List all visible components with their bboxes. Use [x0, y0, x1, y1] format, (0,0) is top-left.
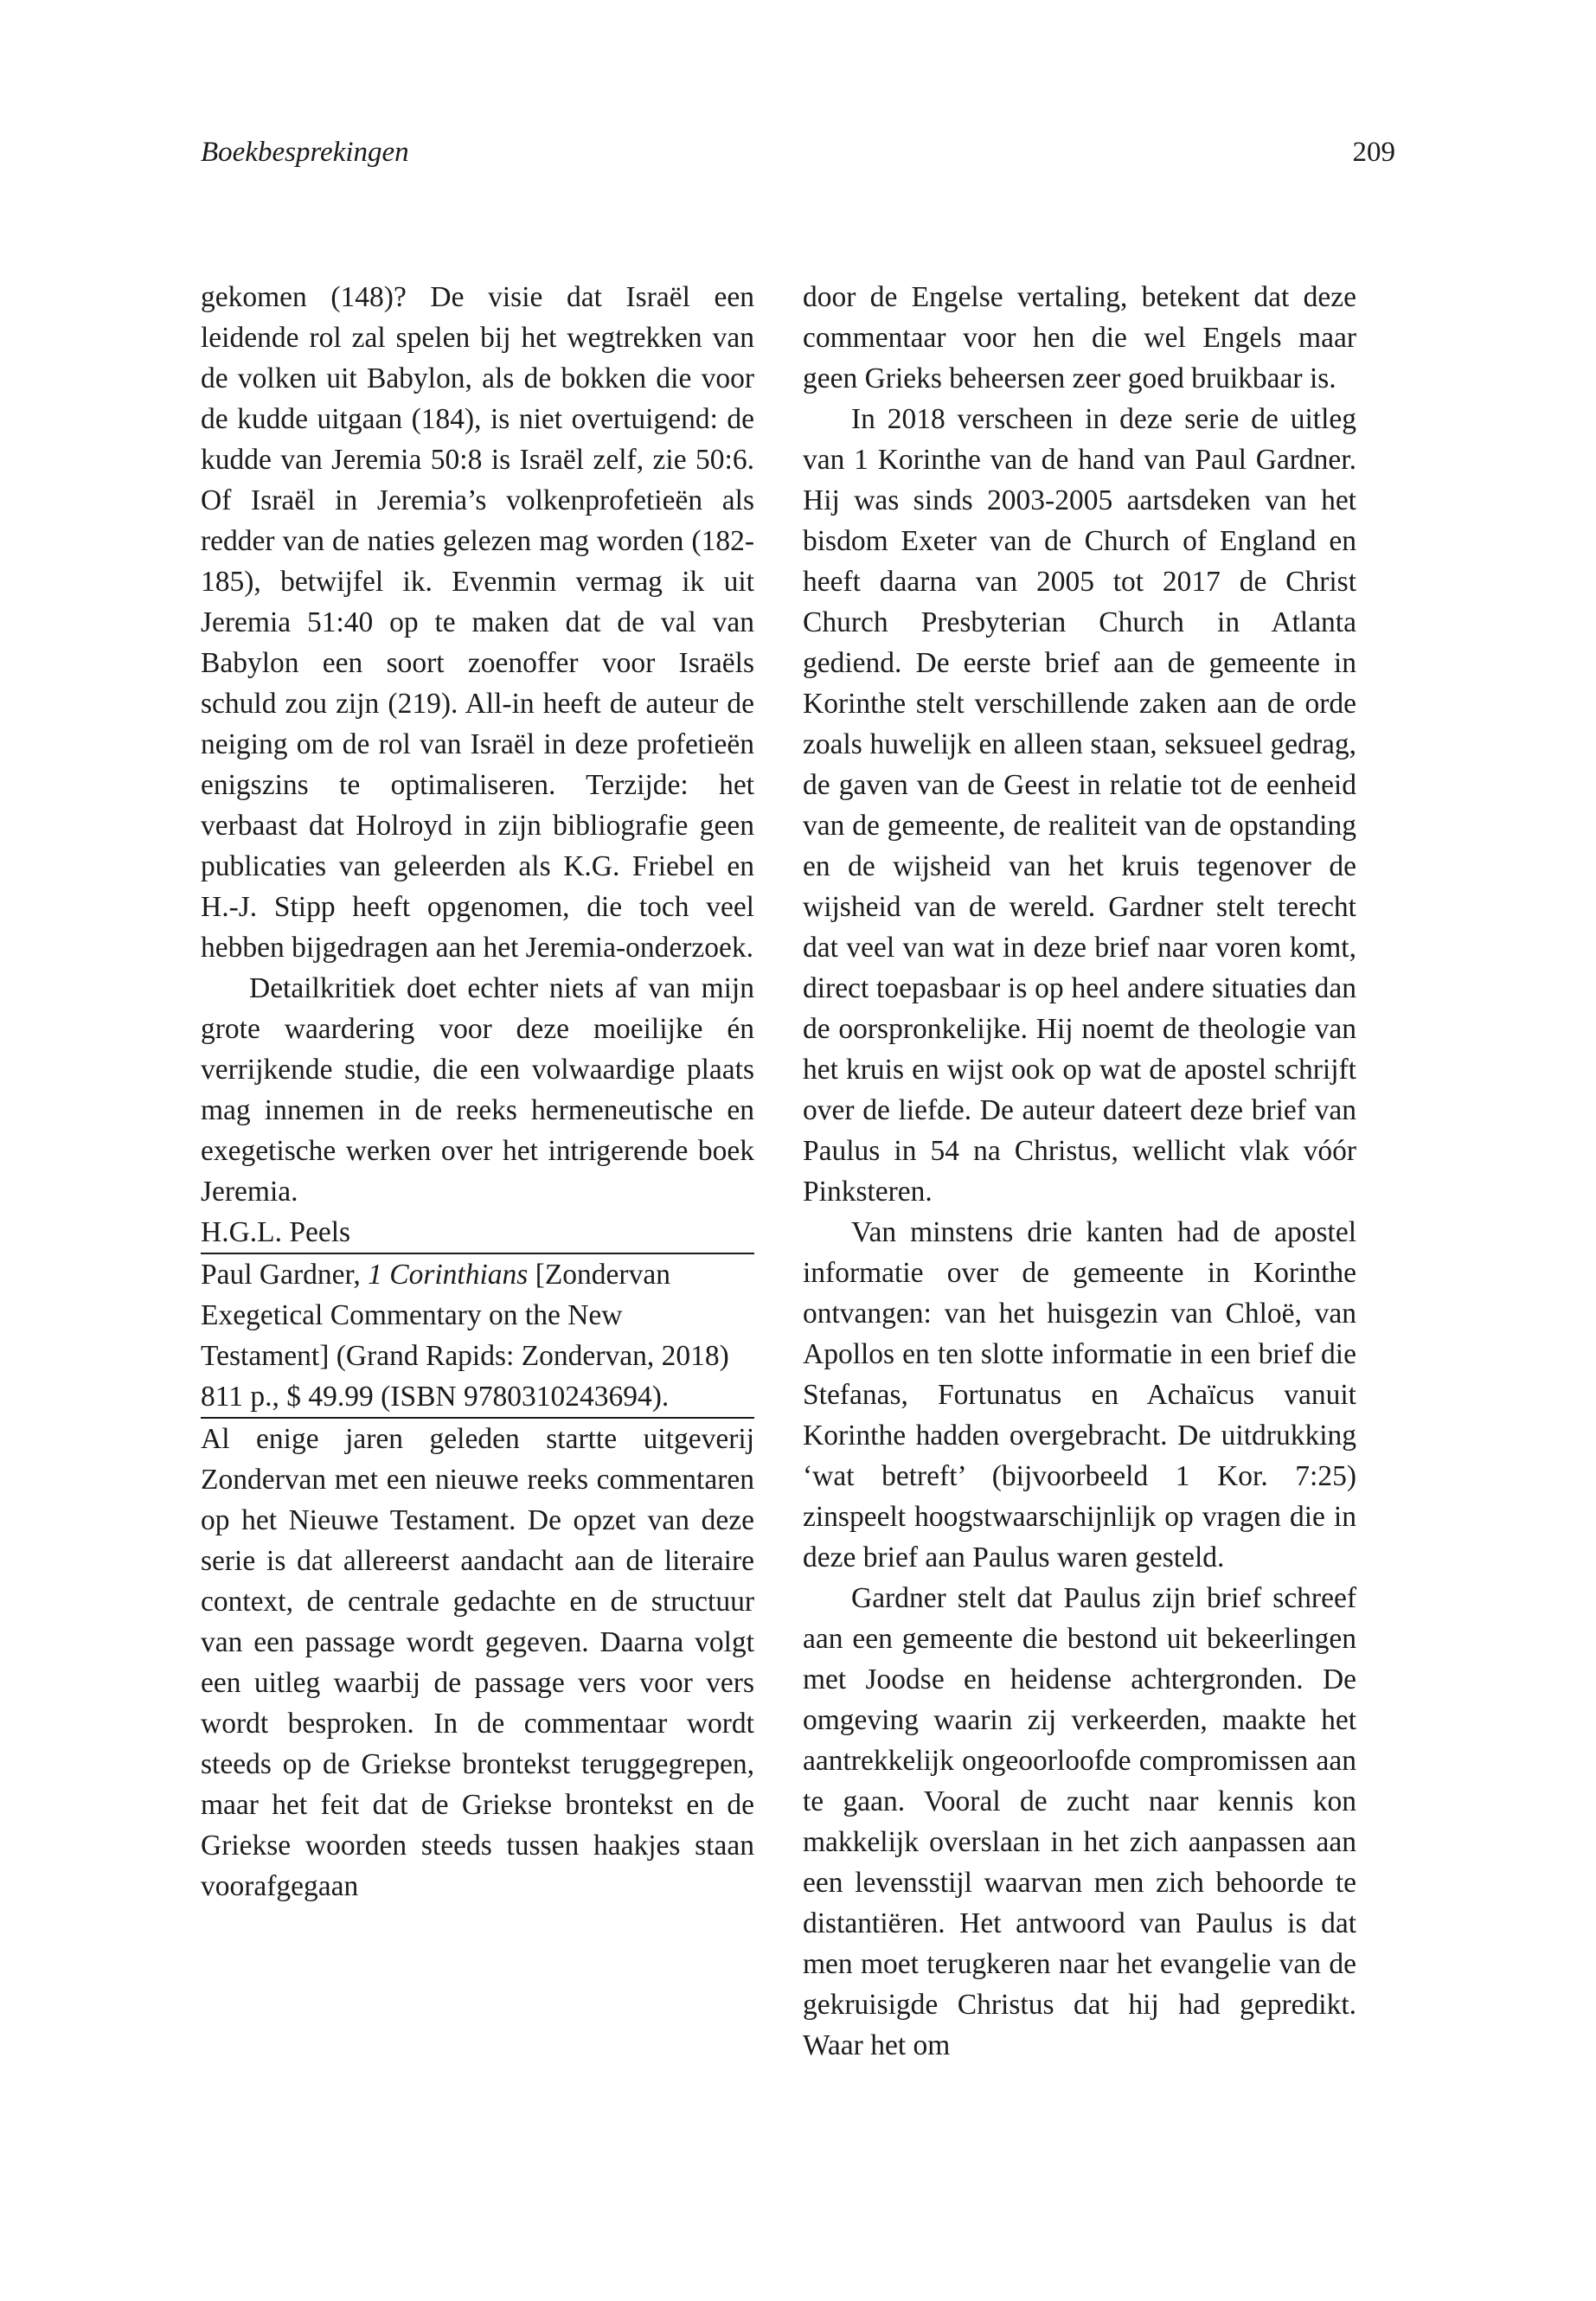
- running-header-title: Boekbesprekingen: [201, 137, 409, 168]
- review-paragraph: Al enige jaren geleden startte uitgeverij Zondervan met een nieuwe reeks commentaren op het Nieuwe Testament. De opzet van deze serie is dat allereerst aandacht aan de literaire context, de centrale gedachte en de structuur van een passage wordt gegeven. Daarna volgt een uitleg waarbij de passage vers voor vers wordt besproken. In de commentaar wordt steeds op de Griekse brontekst teruggegrepen, maar het feit dat de Griekse brontekst en de Griekse woorden steeds tussen haakjes staan voorafgegaan: [201, 1423, 754, 1902]
- bibliographic-entry: [201, 1254, 754, 1417]
- page-number: 209: [1352, 137, 1395, 168]
- book-details: [Zondervan Exegetical Commentary on the New Testament] (Grand Rapids: Zondervan, 2018) 811 p., $ 49.99 (ISBN 9780310243694).: [201, 1259, 729, 1413]
- book-title: 1 Corinthians: [368, 1259, 529, 1291]
- review-paragraph: In 2018 verscheen in deze serie de uitleg van 1 Korinthe van de hand van Paul Gardner. Hij was sinds 2003-2005 aartsdeken van het bisdom Exeter van de Church of England en heeft daarna van 2005 tot 2017 de Christ Church Presbyterian Church in Atlanta gediend. De eerste brief aan de gemeente in Korinthe stelt verschillende zaken aan de orde zoals huwelijk en alleen staan, seksueel gedrag, de gaven van de Geest in relatie tot de eenheid van de gemeente, de realiteit van de opstanding en de wijsheid van het kruis tegenover de wijsheid van de wereld. Gardner stelt terecht dat veel van wat in deze brief naar voren komt, direct toepasbaar is op heel andere situaties dan de oorspronkelijke. Hij noemt de theologie van het kruis en wijst ook op wat de apostel schrijft over de liefde. De auteur dateert deze brief van Paulus in 54 na Christus, wellicht vlak vóór Pinksteren.: [803, 403, 1356, 1208]
- left-column: [201, 277, 754, 1907]
- book-author: Paul Gardner,: [201, 1259, 361, 1291]
- review-paragraph: gekomen (148)? De visie dat Israël een leidende rol zal spelen bij het wegtrekken van de volken uit Babylon, als de bokken die voor de kudde uitgaan (184), is niet overtuigend: de kudde van Jeremia 50:8 is Israël zelf, zie 50:6. Of Israël in Jeremia’s volkenprofetieën als redder van de naties gelezen mag worden (182-185), betwijfel ik. Evenmin vermag ik uit Jeremia 51:40 op te maken dat de val van Babylon een soort zoenoffer voor Israëls schuld zou zijn (219). All-in heeft de auteur de neiging om de rol van Israël in deze profetieën enigszins te optimaliseren. Terzijde: het verbaast dat Holroyd in zijn bibliografie geen publicaties van geleerden als K.G. Friebel en H.-J. Stipp heeft opgenomen, die toch veel hebben bijgedragen aan het Jeremia-onderzoek.: [201, 281, 754, 964]
- review-paragraph: Detailkritiek doet echter niets af van mijn grote waardering voor deze moeilijke én verrijkende studie, die een volwaardige plaats mag innemen in de reeks hermeneutische en exegetische werken over het intrigerende boek Jeremia.: [201, 972, 754, 1208]
- reviewer-signature: H.G.L. Peels: [201, 1216, 351, 1248]
- review-paragraph: Van minstens drie kanten had de apostel informatie over de gemeente in Korinthe ontvangen: van het huisgezin van Chloë, van Apollos en ten slotte informatie in een brief die Stefanas, Fortunatus en Achaïcus vanuit Korinthe hadden overgebracht. De uitdrukking ‘wat betreft’ (bijvoorbeeld 1 Kor. 7:25) zinspeelt hoogstwaarschijnlijk op vragen die in deze brief aan Paulus waren gesteld.: [803, 1216, 1356, 1574]
- review-paragraph: Gardner stelt dat Paulus zijn brief schreef aan een gemeente die bestond uit bekeerlingen met Joodse en heidense achtergronden. De omgeving waarin zij verkeerden, maakte het aantrekkelijk ongeoorloofde compromissen aan te gaan. Vooral de zucht naar kennis kon makkelijk overslaan in het zich aanpassen aan een levensstijl waarvan men zich behoorde te distantiëren. Het antwoord van Paulus is dat men moet terugkeren naar het evangelie van de gekruisigde Christus dat hij had gepredikt. Waar het om: [803, 1582, 1356, 2061]
- review-paragraph: door de Engelse vertaling, betekent dat deze commentaar voor hen die wel Engels maar geen Grieks beheersen zeer goed bruikbaar is.: [803, 281, 1356, 394]
- right-column: [803, 277, 1356, 2066]
